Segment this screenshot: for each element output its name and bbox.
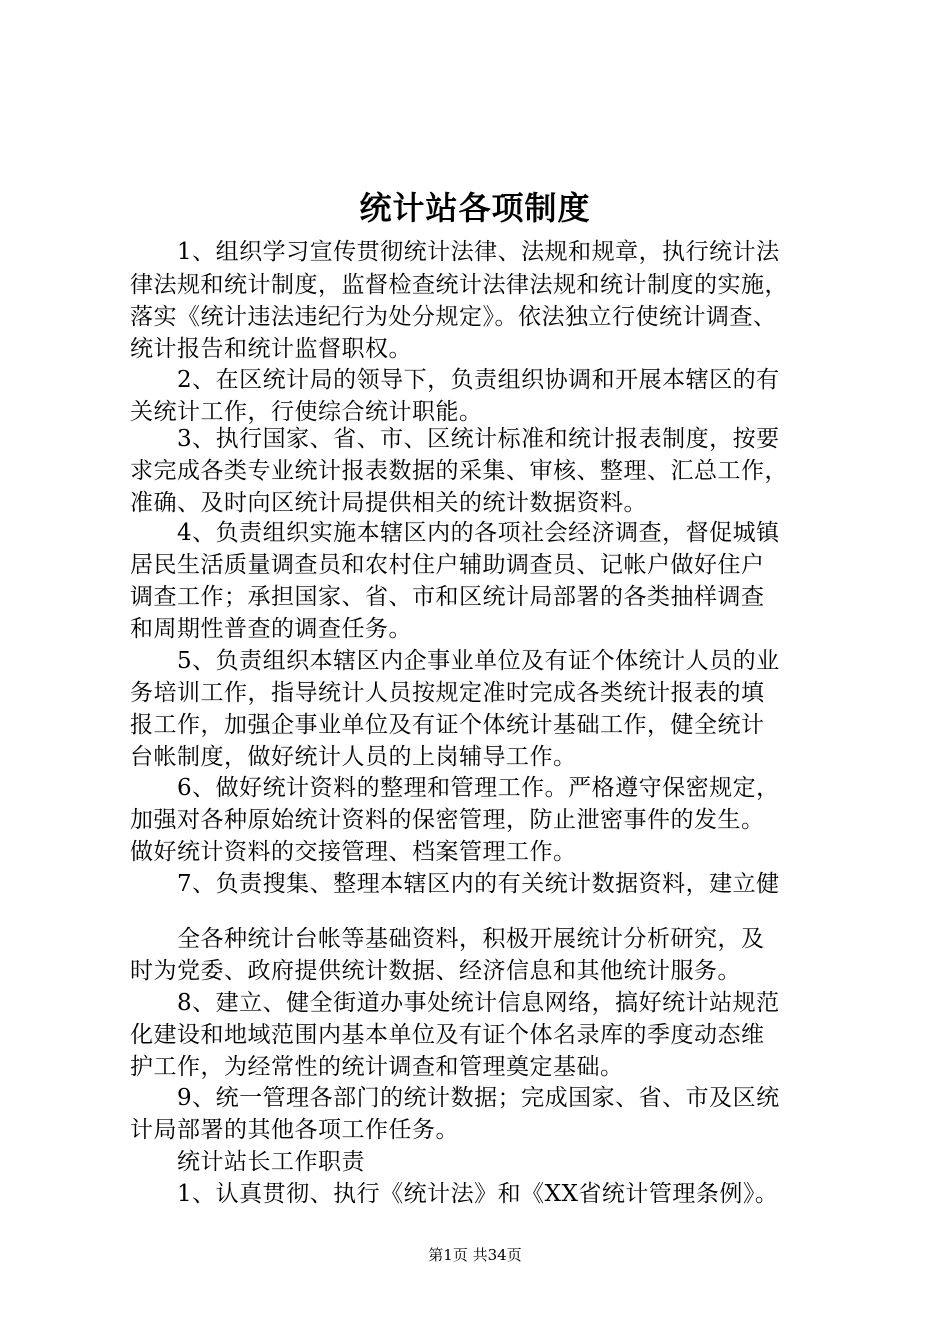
text-line: 8、建立、健全街道办事处统计信息网络，搞好统计站规范 — [177, 990, 780, 1016]
text-line: 报工作，加强企事业单位及有证个体统计基础工作，健全统计 — [130, 712, 765, 738]
text-line: 1、组织学习宣传贯彻统计法律、法规和规章，执行统计法 — [177, 239, 780, 265]
text-line: 时为党委、政府提供统计数据、经济信息和其他统计服务。 — [130, 958, 741, 984]
text-line: 律法规和统计制度，监督检查统计法律法规和统计制度的实施， — [130, 272, 788, 298]
text-line: 居民生活质量调查员和农村住户辅助调查员、记帐户做好住户 — [130, 552, 765, 578]
text-line: 调查工作；承担国家、省、市和区统计局部署的各类抽样调查 — [130, 584, 765, 610]
text-line: 1、认真贯彻、执行《统计法》和《XX省统计管理条例》。 — [177, 1181, 779, 1207]
text-line: 护工作，为经常性的统计调查和管理奠定基础。 — [130, 1054, 624, 1080]
page-number-footer: 第1页 共34页 — [428, 1246, 522, 1264]
text-line: 求完成各类专业统计报表数据的采集、审核、整理、汇总工作， — [130, 458, 788, 484]
text-line: 准确、及时向区统计局提供相关的统计数据资料。 — [130, 490, 647, 516]
text-line: 加强对各种原始统计资料的保密管理，防止泄密事件的发生。 — [130, 807, 765, 833]
text-line: 全各种统计台帐等基础资料，积极开展统计分析研究，及 — [177, 926, 765, 952]
text-line: 务培训工作，指导统计人员按规定准时完成各类统计报表的填 — [130, 680, 765, 706]
text-line: 5、负责组织本辖区内企事业单位及有证个体统计人员的业 — [177, 648, 780, 674]
text-line: 统计报告和统计监督职权。 — [130, 336, 412, 362]
text-line: 化建设和地域范围内基本单位及有证个体名录库的季度动态维 — [130, 1022, 765, 1048]
text-line: 计局部署的其他各项工作任务。 — [130, 1117, 459, 1143]
text-line: 6、做好统计资料的整理和管理工作。严格遵守保密规定， — [177, 775, 780, 801]
text-line: 3、执行国家、省、市、区统计标准和统计报表制度，按要 — [177, 426, 780, 452]
text-line: 做好统计资料的交接管理、档案管理工作。 — [130, 839, 577, 865]
page-title: 统计站各项制度 — [359, 189, 591, 227]
text-line: 9、统一管理各部门的统计数据；完成国家、省、市及区统 — [177, 1085, 780, 1111]
text-line: 7、负责搜集、整理本辖区内的有关统计数据资料，建立健 — [177, 871, 780, 897]
section-heading: 统计站长工作职责 — [177, 1149, 365, 1175]
text-line: 4、负责组织实施本辖区内的各项社会经济调查，督促城镇 — [177, 520, 780, 546]
text-line: 2、在区统计局的领导下，负责组织协调和开展本辖区的有 — [177, 367, 780, 393]
text-line: 台帐制度，做好统计人员的上岗辅导工作。 — [130, 744, 577, 770]
text-line: 关统计工作，行使综合统计职能。 — [130, 399, 483, 425]
text-line: 和周期性普查的调查任务。 — [130, 616, 412, 642]
text-line: 落实《统计违法违纪行为处分规定》。依法独立行使统计调查、 — [130, 304, 777, 330]
